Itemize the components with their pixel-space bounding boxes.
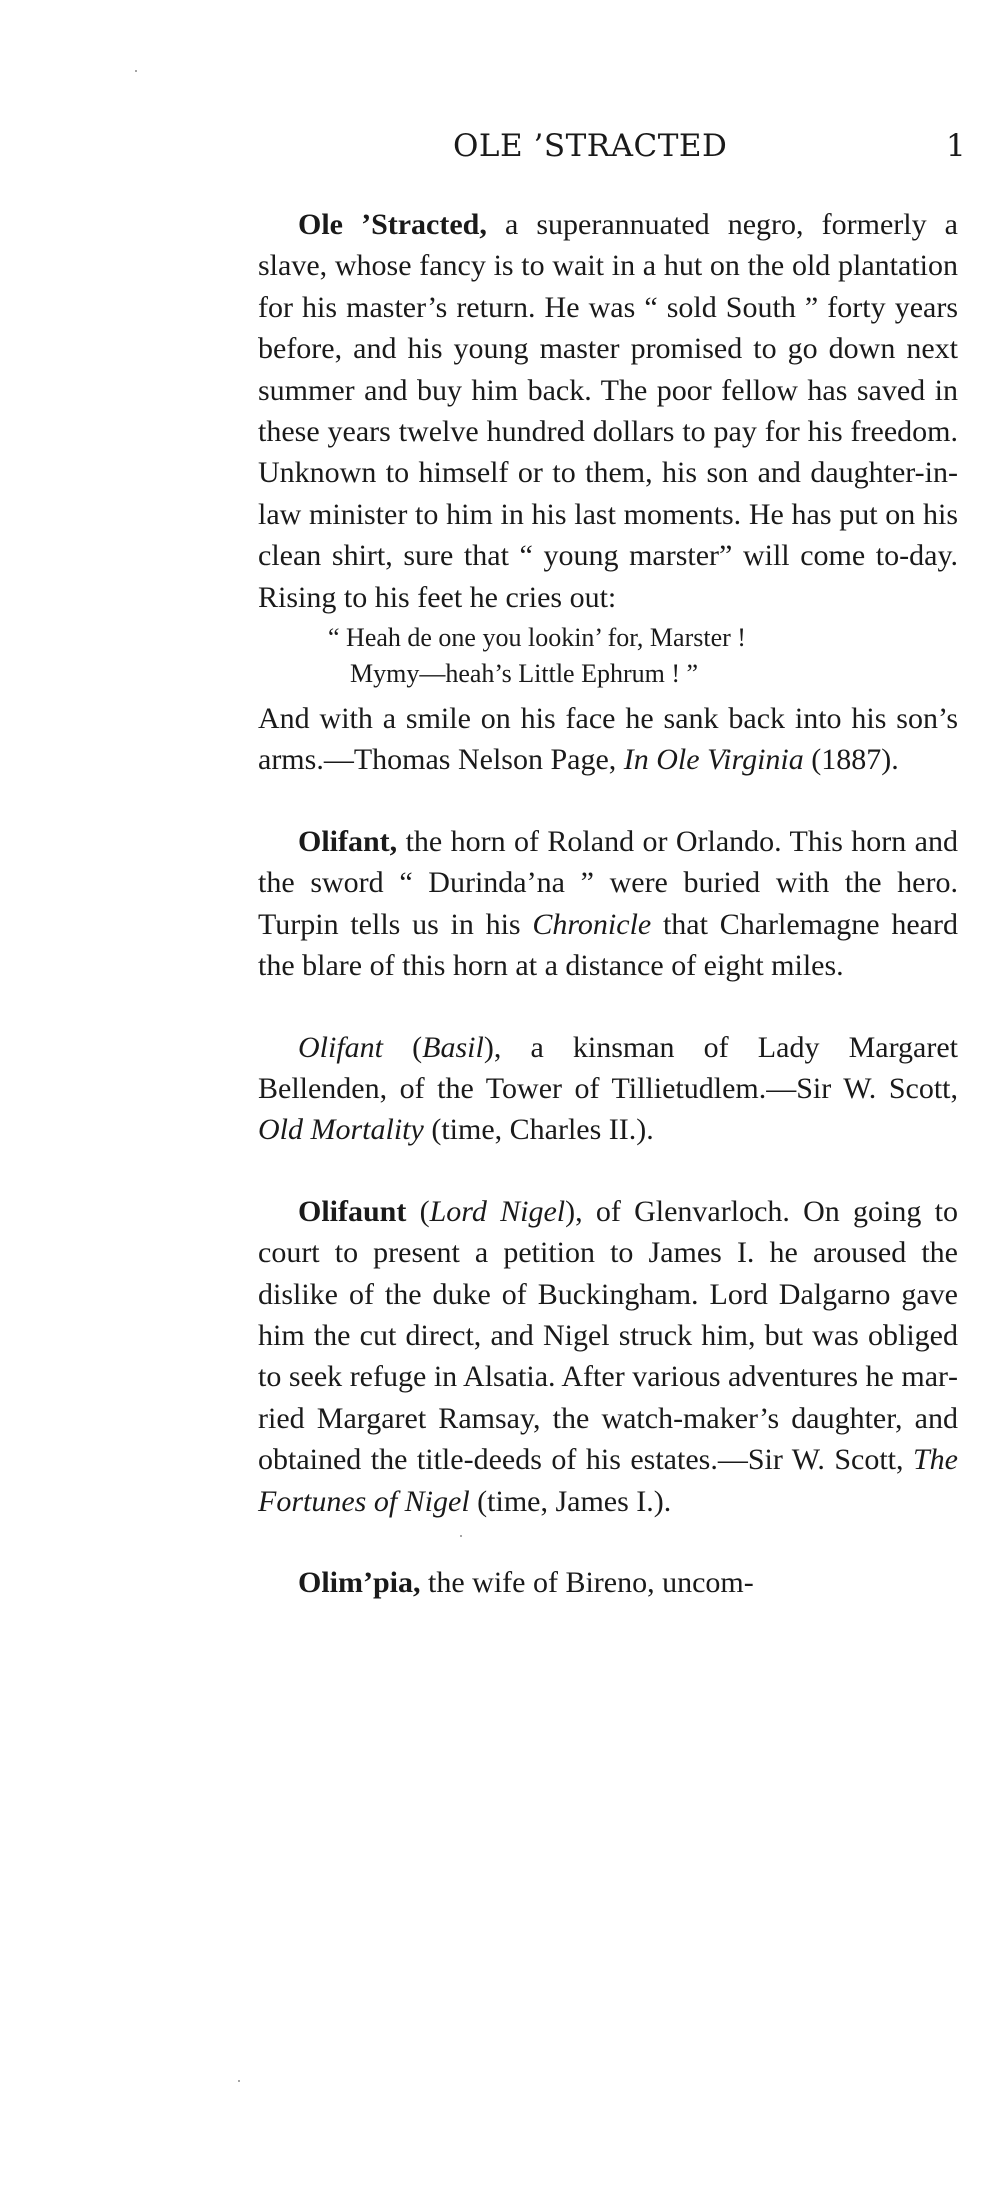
page-number: 1 (946, 128, 967, 164)
entry-italic: The Fortunes of Nigel (258, 1443, 958, 1518)
running-head-title: OLE ’STRACTED (453, 128, 728, 164)
entry-text-2: (time, James I.). (469, 1484, 672, 1518)
source-title: In Ole Virginia (623, 743, 804, 777)
quotation (328, 620, 958, 692)
text-column (258, 204, 958, 1643)
entry-headword: Olifant (298, 1030, 384, 1064)
entry-text: the horn of Roland or Orlando. This horn and the sword “ Durinda’na ” were buried with the hero. Turpin tells us in his (258, 824, 958, 941)
entry-parenthetical: Basil (422, 1030, 484, 1064)
paper-speck (238, 2080, 240, 2082)
entry-olimpia (258, 1562, 958, 1603)
entry-headword: Olim’pia, (298, 1565, 421, 1599)
entry-olifaunt: Olifaunt (Lord Nigel), of Glenvarloch. On going to court to present a petition to James I. he aroused the dislike of the duke of Buckingham. Lord Dalgarno gave him the cut direct, and Nigel struck him, but was obliged to seek refuge in Alsatia. After various adventures he married Margaret Ramsay, the watch-maker’s daughter, and obtained the title-deeds of his estates.—Sir W. Scott, The Fortunes of Nigel (time, James I.). (258, 1194, 958, 1518)
entry-olifant (258, 821, 958, 987)
entry-text-2: (time, Charles II.). (423, 1113, 654, 1147)
entry-headword: Olifant, (298, 824, 398, 858)
entry-continuation (258, 698, 958, 781)
paper-speck (135, 70, 137, 72)
entry-text-2: that Charlemagne heard the blare of this horn at a distance of eight miles. (258, 907, 958, 983)
entry-text: a superannuated negro, formerly a slave, whose fancy is to wait in a hut on the old plantation for his master’s return. He was “ sold South ” forty years before, and his young master promised to go down next summer and buy him back. The poor fellow has saved in these years twelve hundred dollars to pay for his freedom. Unknown to himself or to them, his son and daughter-in-law minister to him in his last moments. He has put on his clean shirt, sure that “ young marster” will come to-day. Rising to his feet he cries out: (258, 208, 958, 614)
entry-headword: Ole ’Stracted, (298, 208, 487, 241)
entry-text: , a kinsman of Lady Margaret Bellenden, of the Tower of Tillietudlem.—Sir W. Scott, (258, 1030, 958, 1105)
entry-ole-stracted (258, 204, 958, 781)
continuation-text: And with a smile on his face he sank back into his son’s arms.—Thomas Nelson Page, (258, 702, 958, 777)
entry-olifant-basil: Olifant (Basil), a kinsman of Lady Margaret Bellenden, of the Tower of Tillietudlem.—Sir W. Scott, Old Mortality (time, Charles II.). (258, 1030, 958, 1147)
entry-parenthetical: Lord Nigel (429, 1194, 566, 1228)
entry-italic: Chronicle (532, 907, 652, 941)
entry-italic: Old Mortality (258, 1113, 424, 1147)
entry-text: the wife of Bireno, uncom- (420, 1565, 754, 1599)
quote-line-2: Mymy—heah’s Little Ephrum ! ” (350, 659, 699, 689)
entry-text: , of Glenvarloch. On going to court to present a petition to James I. he aroused the dislike of the duke of Buckingham. Lord Dalgarno gave him the cut direct, and Nigel struck him, but was obliged to seek refuge in Alsatia. After various adventures he married Margaret Ramsay, the watch-maker’s daughter, and obtained the title-deeds of his estates.—Sir W. Scott, (258, 1194, 958, 1477)
source-tail: (1887). (803, 743, 899, 777)
entry-headword: Olifaunt (298, 1194, 407, 1228)
running-head (258, 128, 1000, 178)
quote-line-1: “ Heah de one you lookin’ for, Marster ! (328, 623, 746, 653)
